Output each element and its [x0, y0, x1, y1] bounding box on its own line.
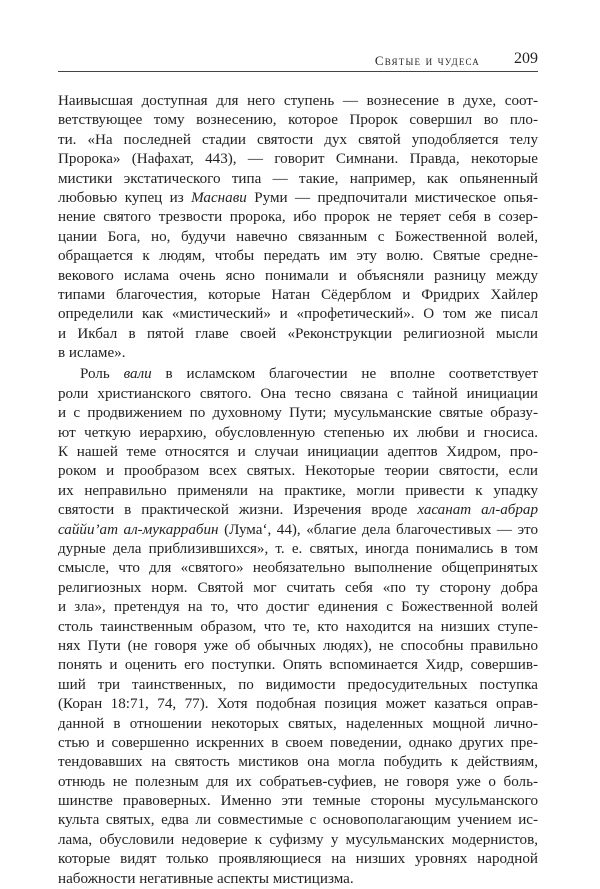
- text-run: столь таинственным образом, что те, кто находится на низших ступе-: [58, 618, 538, 635]
- text-run: тендовавших на святость мистиков она могла побудить к действиям,: [58, 754, 538, 771]
- text-line: [58, 715, 538, 734]
- italic-term: саййи’ат ал-мукаррабин: [58, 521, 219, 538]
- text-run: их неправильно применяли на практике, могли привести к упадку: [58, 482, 538, 499]
- text-line: [58, 734, 538, 753]
- text-run: ший три таинственных, по видимости предосудительных поступка: [58, 676, 538, 693]
- text-run: лама, обусловили недоверие к суфизму у мусульманских модернистов,: [58, 831, 538, 848]
- paragraph-1: [58, 92, 538, 363]
- text-line: [58, 267, 538, 286]
- text-line: [58, 521, 538, 540]
- text-line: [58, 325, 538, 344]
- text-run: религиозных норм. Святой мог считать себя «по ту сторону добра: [58, 579, 538, 596]
- text-line: [58, 208, 538, 227]
- text-line: [58, 482, 538, 501]
- text-run: и с продвижением по духовному Пути; мусульманские святые образу-: [58, 405, 538, 422]
- text-run: которые видят только проявляющиеся на низших уровнях народной: [58, 851, 538, 868]
- text-run: Роль: [80, 366, 124, 383]
- text-run: ти. «На последней стадии святости дух святой уподобляется телу: [58, 131, 538, 148]
- italic-term: Маснави: [191, 189, 247, 206]
- text-line: [58, 131, 538, 150]
- text-line: [58, 92, 538, 111]
- text-line: [58, 540, 538, 559]
- text-run: смысле, что для «святого» необязательно выполнение общепринятых: [58, 560, 538, 577]
- text-line: [58, 695, 538, 714]
- text-run: набожности негативные аспекты мистицизма.: [58, 870, 354, 887]
- text-line: [58, 870, 538, 889]
- text-line: [58, 443, 538, 462]
- text-line: [58, 170, 538, 189]
- text-line: [58, 850, 538, 869]
- text-line: [58, 831, 538, 850]
- running-header: [58, 50, 538, 70]
- text-line: [58, 150, 538, 169]
- text-run: дурные дела приблизившихся», т. е. святых, иногда понимались в том: [58, 540, 538, 557]
- text-line: [58, 598, 538, 617]
- text-line: [58, 676, 538, 695]
- text-line: [58, 344, 538, 363]
- text-run: К нашей теме относятся и случаи инициации адептов Хидром, про-: [58, 444, 538, 461]
- text-line: [58, 579, 538, 598]
- text-run: и Икбал в пятой главе своей «Реконструкции религиозной мысли: [58, 325, 538, 342]
- text-run: (Коран 18:71, 74, 77). Хотя подобная позиция может казаться оправ-: [58, 696, 538, 713]
- text-run: святости в практической жизни. Изречения вроде: [58, 502, 418, 519]
- text-line: [58, 462, 538, 481]
- running-title: Святые и чудеса: [374, 53, 480, 68]
- text-line: [58, 753, 538, 772]
- text-line: [58, 247, 538, 266]
- text-run: векового ислама очень ясно понимали и объясняли разницу между: [58, 267, 538, 284]
- text-run: Пророка» (Нафахат, 443), — говорит Симнани. Правда, некоторые: [58, 151, 538, 168]
- text-run: в исламском благочестии не вполне соответствует: [151, 366, 538, 383]
- italic-term: вали: [123, 366, 152, 383]
- text-line: [58, 424, 538, 443]
- text-line: [58, 637, 538, 656]
- text-run: мистики экстатического типа — такие, например, как опьяненный: [58, 170, 538, 187]
- text-line: [58, 228, 538, 247]
- text-run: роли христианского святого. Она тесно связана с тайной инициации: [58, 385, 538, 402]
- text-run: и зла», претендуя на то, что достиг единения с Божественной волей: [58, 599, 538, 616]
- body-text: [58, 92, 538, 889]
- text-line: [58, 305, 538, 324]
- text-run: нях Пути (не говоря уже об обычных людях), не способны правильно: [58, 637, 538, 654]
- text-run: понять и оценить его поступки. Опять вспоминается Хидр, совершив-: [58, 657, 538, 674]
- text-line: [58, 385, 538, 404]
- text-line: [58, 656, 538, 675]
- text-run: Наивысшая доступная для него ступень — вознесение в духе, соот-: [58, 93, 538, 109]
- text-line: [58, 501, 538, 520]
- text-run: стью и совершенно искренних в своем поведении, однако других пре-: [58, 734, 538, 751]
- header-rule: [58, 71, 538, 72]
- text-run: Руми — предпочитали мистическое опья-: [246, 189, 539, 206]
- text-line: [58, 811, 538, 830]
- paragraph-2: [58, 365, 538, 889]
- text-run: ветствующее тому вознесению, которое Пророк совершил во пло-: [58, 112, 538, 129]
- text-run: цании Бога, но, будучи навечно связанным с Божественной волей,: [58, 228, 538, 245]
- text-run: обращается к людям, чтобы передать им эту волю. Святые средне-: [58, 248, 538, 265]
- text-run: отнюдь не полезным для их собратьев-суфиев, не говоря уже о боль-: [58, 773, 538, 790]
- text-run: в исламе».: [58, 345, 126, 362]
- text-run: нение святого трезвости пророка, ибо пророк не теряет себя в созер-: [58, 209, 538, 226]
- text-line: [58, 773, 538, 792]
- text-run: культа святых, едва ли совместимые с основополагающим учением ис-: [58, 812, 538, 829]
- italic-term: хасанат ал-абрар: [417, 502, 539, 519]
- text-run: определили как «мистический» и «профетический». О том же писал: [58, 306, 538, 323]
- text-run: (Лума‘, 44), «благие дела благочестивых — это: [218, 521, 538, 538]
- text-line: [58, 792, 538, 811]
- text-run: данной в отношении некоторых святых, наделенных мощной лично-: [58, 715, 538, 732]
- text-run: ют четкую иерархию, обусловленную степенью их любви и гносиса.: [58, 424, 538, 441]
- text-line: [58, 559, 538, 578]
- text-run: любовью купец из: [58, 189, 192, 206]
- text-line: [58, 286, 538, 305]
- text-line: [58, 365, 538, 384]
- text-run: шинстве правоверных. Именно эти темные стороны мусульманского: [58, 793, 538, 810]
- text-line: [58, 111, 538, 130]
- text-line: [58, 404, 538, 423]
- text-run: типами благочестия, которые Натан Сёдерблом и Фридрих Хайлер: [58, 286, 538, 303]
- text-line: [58, 618, 538, 637]
- text-run: роком и прообразом всех святых. Некоторые теории святости, если: [58, 463, 538, 480]
- text-line: [58, 189, 538, 208]
- page-number: 209: [514, 50, 538, 67]
